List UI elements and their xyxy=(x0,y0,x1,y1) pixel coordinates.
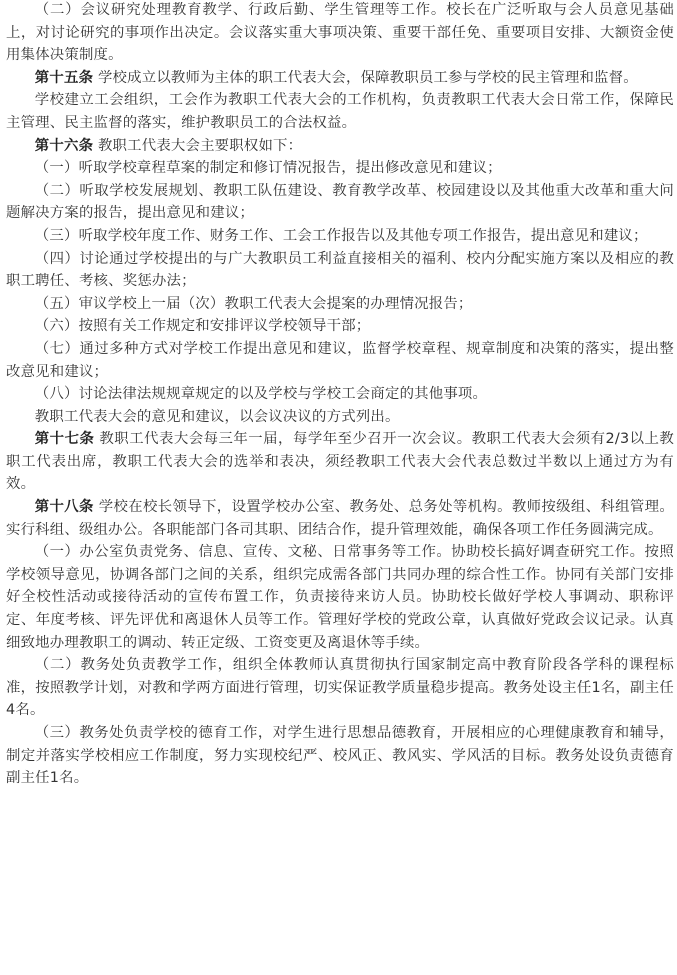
document-paragraph xyxy=(6,248,674,293)
document-paragraph xyxy=(6,428,674,496)
article-heading: 第十七条 xyxy=(34,431,95,448)
document-paragraph xyxy=(6,654,674,722)
paragraph-text: 教职工代表大会的意见和建议，以会议决议的方式列出。 xyxy=(34,408,400,425)
paragraph-text: 教职工代表大会每三年一届，每学年至少召开一次会议。教职工代表大会须有2/3以上教职工代表出席，教职工代表大会的选举和表决，须经教职工代表大会代表总数过半数以上通过方为有效。 xyxy=(6,431,674,493)
paragraph-text: （四）讨论通过学校提出的与广大教职员工利益直接相关的福利、校内分配实施方案以及相应的教职工聘任、考核、奖惩办法； xyxy=(6,250,674,290)
document-paragraph xyxy=(6,293,674,316)
document-paragraph xyxy=(6,157,674,180)
paragraph-text: （一）听取学校章程草案的制定和修订情况报告，提出修改意见和建议； xyxy=(34,160,502,177)
paragraph-text: （二）听取学校发展规划、教职工队伍建设、教育教学改革、校园建设以及其他重大改革和重大问题解决方案的报告，提出意见和建议； xyxy=(6,182,674,222)
document-paragraph xyxy=(6,315,674,338)
paragraph-text: 学校建立工会组织，工会作为教职工代表大会的工作机构，负责教职工代表大会日常工作，保障民主管理、民主监督的落实，维护教职员工的合法权益。 xyxy=(6,92,674,131)
paragraph-text: （三）教务处负责学校的德育工作，对学生进行思想品德教育，开展相应的心理健康教育和辅导，制定并落实学校相应工作制度，努力实现校纪严、校风正、教风实、学风活的目标。教务处设负责德育副主任1名。 xyxy=(6,725,674,787)
document-paragraph xyxy=(6,135,674,158)
document-paragraph xyxy=(6,722,674,790)
paragraph-text: （二）会议研究处理教育教学、行政后勤、学生管理等工作。校长在广泛听取与会人员意见基础上，对讨论研究的事项作出决定。会议落实重大事项决策、重要干部任免、重要项目安排、大额资金使用集体决策制度。 xyxy=(6,2,674,64)
document-paragraph xyxy=(6,338,674,383)
paragraph-text: （五）审议学校上一届（次）教职工代表大会提案的办理情况报告； xyxy=(34,295,473,312)
paragraph-text: 教职工代表大会主要职权如下： xyxy=(97,137,303,154)
paragraph-text: （一）办公室负责党务、信息、宣传、文秘、日常事务等工作。协助校长搞好调查研究工作。按照学校领导意见，协调各部门之间的关系，组织完成需各部门共同办理的综合性工作。协同有关部门安排好全校性活动或接待活动的宣传布置工作，负责接待来访人员。协助校长做好学校人事调动、职称评定、年度考核、评先评优和离退休人员等工作。管理好学校的党政公章，认真做好党政会议记录。认真细致地办理教职工的调动、转正定级、工资变更及离退休等手续。 xyxy=(6,544,674,651)
document-paragraph xyxy=(6,406,674,429)
paragraph-text: （七）通过多种方式对学校工作提出意见和建议，监督学校章程、规章制度和决策的落实，提出整改意见和建议； xyxy=(6,340,674,380)
document-paragraph xyxy=(6,0,674,67)
paragraph-text: 学校在校长领导下，设置学校办公室、教务处、总务处等机构。教师按级组、科组管理。实行科组、级组办公。各职能部门各司其职、团结合作，提升管理效能，确保各项工作任务圆满完成。 xyxy=(6,499,674,538)
document-paragraph xyxy=(6,89,674,134)
paragraph-text: 学校成立以教师为主体的职工代表大会，保障教职员工参与学校的民主管理和监督。 xyxy=(97,69,638,86)
article-heading: 第十八条 xyxy=(34,499,94,516)
article-heading: 第十六条 xyxy=(34,137,94,154)
paragraph-text: （三）听取学校年度工作、财务工作、工会工作报告以及其他专项工作报告，提出意见和建议； xyxy=(34,227,648,244)
document-paragraph xyxy=(6,67,674,90)
document-paragraph xyxy=(6,541,674,654)
article-heading: 第十五条 xyxy=(34,69,94,86)
paragraph-text: （六）按照有关工作规定和安排评议学校领导干部； xyxy=(34,318,371,335)
document-body xyxy=(6,0,674,790)
document-paragraph xyxy=(6,225,674,248)
paragraph-text: （二）教务处负责教学工作，组织全体教师认真贯彻执行国家制定高中教育阶段各学科的课程标准，按照教学计划，对教和学两方面进行管理，切实保证教学质量稳步提高。教务处设主任1名，副主任4名。 xyxy=(6,657,674,719)
paragraph-text: （八）讨论法律法规规章规定的以及学校与学校工会商定的其他事项。 xyxy=(34,386,488,403)
document-paragraph xyxy=(6,383,674,406)
document-paragraph xyxy=(6,496,674,541)
document-paragraph xyxy=(6,180,674,225)
